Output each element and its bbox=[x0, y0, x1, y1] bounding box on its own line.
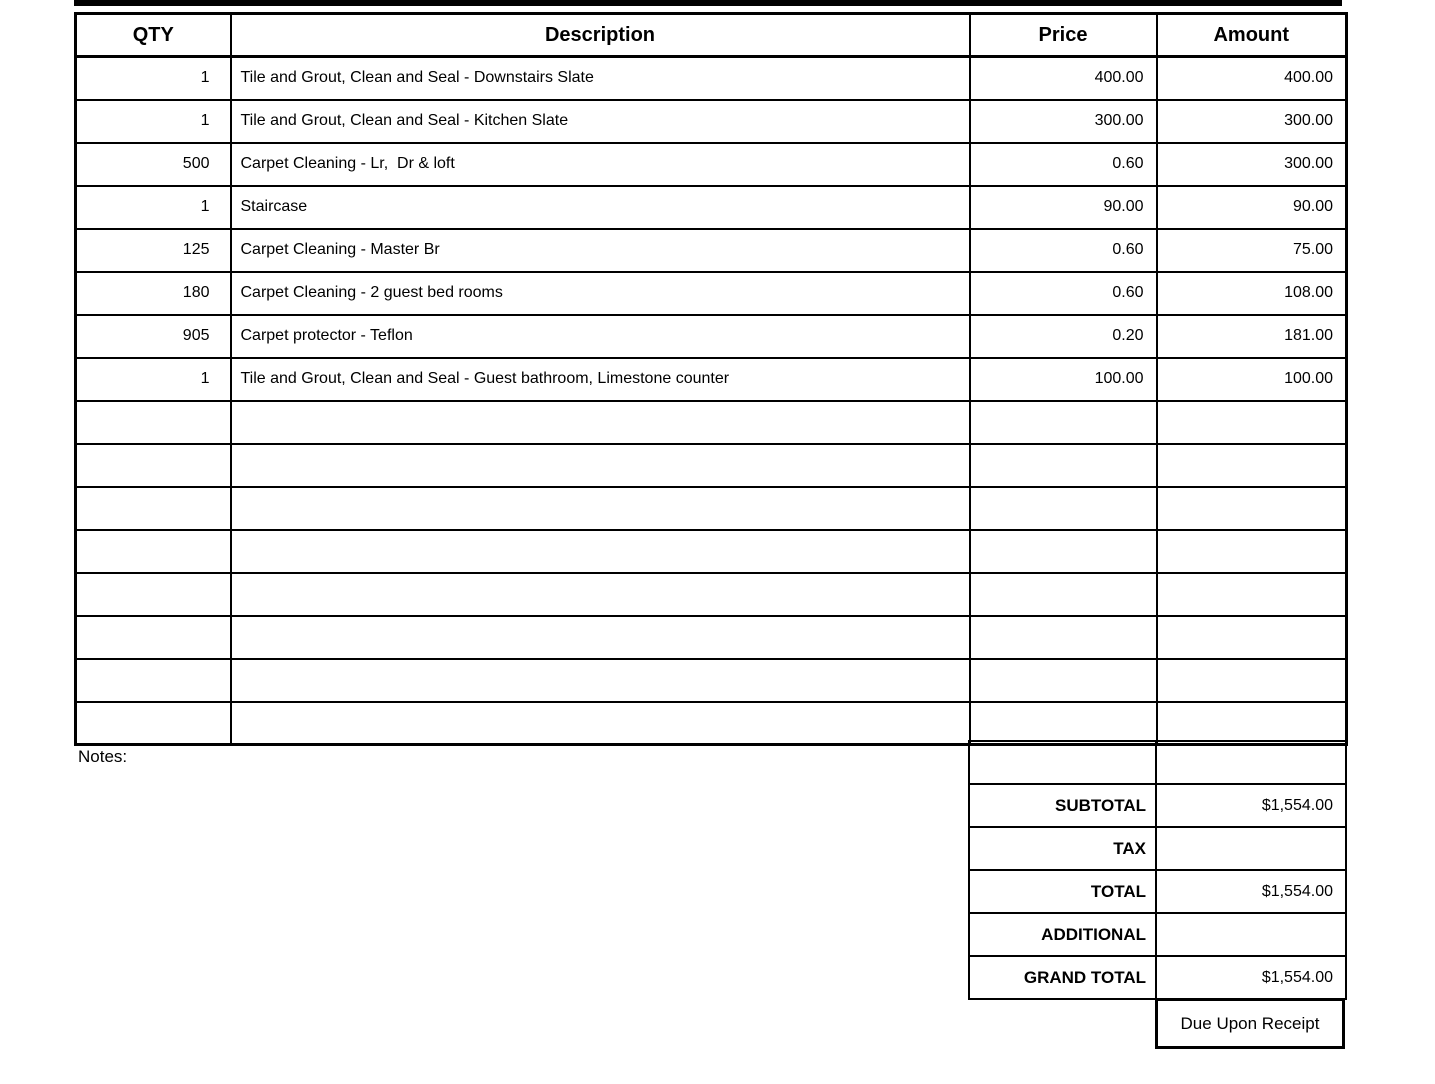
price-cell: 0.60 bbox=[970, 143, 1157, 186]
summary-row bbox=[969, 827, 1346, 870]
empty-description-cell bbox=[231, 530, 970, 573]
price-cell: 0.60 bbox=[970, 272, 1157, 315]
line-items-body bbox=[76, 57, 1347, 745]
empty-description-cell bbox=[231, 487, 970, 530]
table-header-row bbox=[76, 14, 1347, 57]
empty-price-cell bbox=[970, 616, 1157, 659]
amount-cell: 181.00 bbox=[1157, 315, 1347, 358]
top-rule bbox=[74, 0, 1342, 6]
empty-description-cell bbox=[231, 616, 970, 659]
empty-table-row bbox=[76, 530, 1347, 573]
description-cell: Tile and Grout, Clean and Seal - Kitchen Slate bbox=[231, 100, 970, 143]
empty-price-cell bbox=[970, 573, 1157, 616]
amount-cell: 90.00 bbox=[1157, 186, 1347, 229]
empty-amount-cell bbox=[1157, 659, 1347, 702]
notes-label: Notes: bbox=[78, 747, 128, 766]
qty-cell: 180 bbox=[76, 272, 231, 315]
summary-row bbox=[969, 870, 1346, 913]
summary-row bbox=[969, 913, 1346, 956]
summary-value bbox=[1156, 741, 1346, 784]
empty-description-cell bbox=[231, 659, 970, 702]
summary-label: GRAND TOTAL bbox=[969, 956, 1156, 999]
empty-description-cell bbox=[231, 444, 970, 487]
empty-description-cell bbox=[231, 401, 970, 444]
qty-column-header: QTY bbox=[76, 14, 231, 57]
price-cell: 300.00 bbox=[970, 100, 1157, 143]
summary-value bbox=[1156, 913, 1346, 956]
summary-label: TOTAL bbox=[969, 870, 1156, 913]
empty-amount-cell bbox=[1157, 573, 1347, 616]
table-row bbox=[76, 315, 1347, 358]
empty-amount-cell bbox=[1157, 702, 1347, 745]
empty-qty-cell bbox=[76, 487, 231, 530]
qty-cell: 125 bbox=[76, 229, 231, 272]
empty-amount-cell bbox=[1157, 530, 1347, 573]
line-items-table bbox=[74, 12, 1348, 746]
empty-table-row bbox=[76, 487, 1347, 530]
empty-price-cell bbox=[970, 487, 1157, 530]
summary-value: $1,554.00 bbox=[1156, 956, 1346, 999]
payment-terms-text: Due Upon Receipt bbox=[1180, 1013, 1320, 1033]
amount-cell: 300.00 bbox=[1157, 143, 1347, 186]
empty-amount-cell bbox=[1157, 401, 1347, 444]
price-cell: 90.00 bbox=[970, 186, 1157, 229]
summary-value: $1,554.00 bbox=[1156, 870, 1346, 913]
qty-cell: 905 bbox=[76, 315, 231, 358]
empty-table-row bbox=[76, 444, 1347, 487]
description-cell: Carpet protector - Teflon bbox=[231, 315, 970, 358]
empty-description-cell bbox=[231, 702, 970, 745]
summary-row bbox=[969, 784, 1346, 827]
table-row bbox=[76, 229, 1347, 272]
empty-table-row bbox=[76, 401, 1347, 444]
description-cell: Tile and Grout, Clean and Seal - Downstairs Slate bbox=[231, 57, 970, 100]
amount-cell: 100.00 bbox=[1157, 358, 1347, 401]
empty-amount-cell bbox=[1157, 487, 1347, 530]
summary-label: ADDITIONAL bbox=[969, 913, 1156, 956]
description-cell: Carpet Cleaning - 2 guest bed rooms bbox=[231, 272, 970, 315]
summary-value bbox=[1156, 827, 1346, 870]
qty-cell: 1 bbox=[76, 186, 231, 229]
empty-table-row bbox=[76, 702, 1347, 745]
amount-cell: 300.00 bbox=[1157, 100, 1347, 143]
empty-price-cell bbox=[970, 401, 1157, 444]
empty-description-cell bbox=[231, 573, 970, 616]
price-cell: 400.00 bbox=[970, 57, 1157, 100]
table-row bbox=[76, 143, 1347, 186]
empty-table-row bbox=[76, 659, 1347, 702]
summary-body bbox=[969, 741, 1346, 999]
empty-table-row bbox=[76, 616, 1347, 659]
price-cell: 0.20 bbox=[970, 315, 1157, 358]
empty-qty-cell bbox=[76, 702, 231, 745]
amount-column-header: Amount bbox=[1157, 14, 1347, 57]
empty-amount-cell bbox=[1157, 616, 1347, 659]
table-row bbox=[76, 100, 1347, 143]
amount-cell: 400.00 bbox=[1157, 57, 1347, 100]
qty-cell: 500 bbox=[76, 143, 231, 186]
empty-price-cell bbox=[970, 702, 1157, 745]
table-row bbox=[76, 358, 1347, 401]
summary-label: SUBTOTAL bbox=[969, 784, 1156, 827]
summary-table bbox=[968, 740, 1347, 1000]
payment-terms-box bbox=[1155, 998, 1345, 1049]
summary-row bbox=[969, 741, 1346, 784]
table-row bbox=[76, 57, 1347, 100]
empty-qty-cell bbox=[76, 659, 231, 702]
qty-cell: 1 bbox=[76, 57, 231, 100]
qty-cell: 1 bbox=[76, 358, 231, 401]
qty-cell: 1 bbox=[76, 100, 231, 143]
empty-qty-cell bbox=[76, 573, 231, 616]
summary-value: $1,554.00 bbox=[1156, 784, 1346, 827]
empty-qty-cell bbox=[76, 616, 231, 659]
empty-amount-cell bbox=[1157, 444, 1347, 487]
summary-label: TAX bbox=[969, 827, 1156, 870]
table-row bbox=[76, 186, 1347, 229]
price-cell: 100.00 bbox=[970, 358, 1157, 401]
amount-cell: 108.00 bbox=[1157, 272, 1347, 315]
description-cell: Staircase bbox=[231, 186, 970, 229]
description-column-header: Description bbox=[231, 14, 970, 57]
empty-price-cell bbox=[970, 444, 1157, 487]
empty-qty-cell bbox=[76, 444, 231, 487]
empty-qty-cell bbox=[76, 401, 231, 444]
empty-table-row bbox=[76, 573, 1347, 616]
description-cell: Carpet Cleaning - Lr, Dr & loft bbox=[231, 143, 970, 186]
summary-row bbox=[969, 956, 1346, 999]
summary-label bbox=[969, 741, 1156, 784]
table-row bbox=[76, 272, 1347, 315]
price-cell: 0.60 bbox=[970, 229, 1157, 272]
description-cell: Tile and Grout, Clean and Seal - Guest bathroom, Limestone counter bbox=[231, 358, 970, 401]
empty-qty-cell bbox=[76, 530, 231, 573]
amount-cell: 75.00 bbox=[1157, 229, 1347, 272]
empty-price-cell bbox=[970, 530, 1157, 573]
description-cell: Carpet Cleaning - Master Br bbox=[231, 229, 970, 272]
price-column-header: Price bbox=[970, 14, 1157, 57]
empty-price-cell bbox=[970, 659, 1157, 702]
